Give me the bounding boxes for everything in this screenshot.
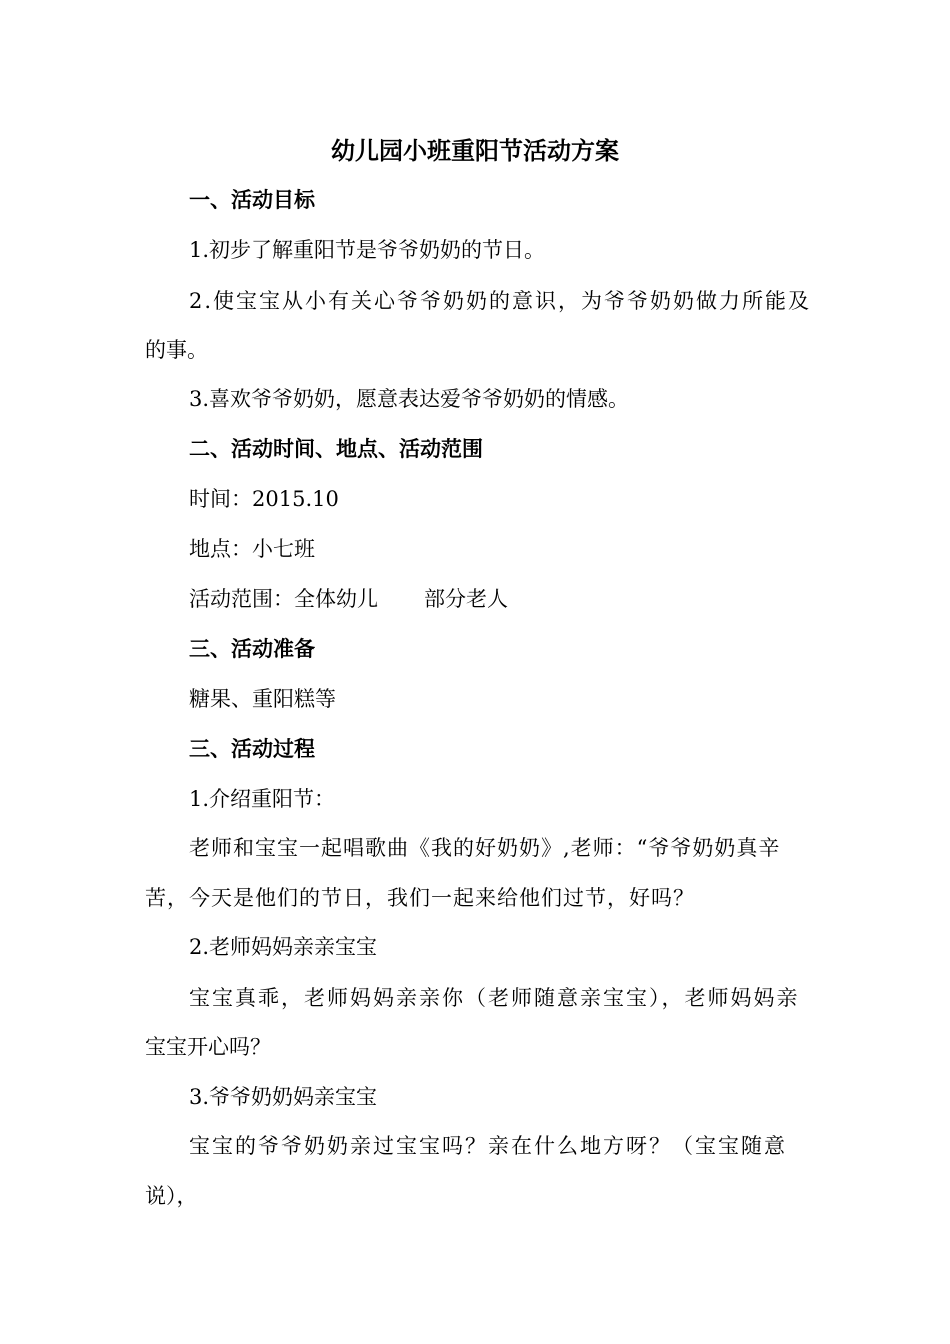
process-step-2-title: 2.老师妈妈亲亲宝宝	[189, 935, 378, 959]
process-step-1-line-1: 老师和宝宝一起唱歌曲《我的好奶奶》,老师：“爷爷奶奶真辛	[189, 836, 781, 860]
document-title: 幼儿园小班重阳节活动方案	[331, 136, 619, 165]
process-step-2-line-2: 宝宝开心吗？	[145, 1035, 271, 1059]
process-step-2-line-1: 宝宝真乖，老师妈妈亲亲你（老师随意亲宝宝），老师妈妈亲	[189, 986, 800, 1010]
goal-item-2-line-2: 的事。	[145, 338, 208, 362]
goal-item-3: 3.喜欢爷爷奶奶，愿意表达爱爷爷奶奶的情感。	[189, 387, 630, 411]
goal-item-1: 1.初步了解重阳节是爷爷奶奶的节日。	[189, 238, 546, 262]
activity-place: 地点：小七班	[189, 537, 315, 561]
process-step-3-line-2: 说），	[145, 1184, 198, 1208]
section-heading-process: 三、活动过程	[189, 736, 315, 761]
process-step-3-title: 3.爷爷奶奶妈亲宝宝	[189, 1085, 378, 1109]
activity-time: 时间：2015.10	[189, 487, 339, 511]
activity-scope-extra: 部分老人	[424, 587, 508, 611]
process-step-3-line-1: 宝宝的爷爷奶奶亲过宝宝吗？亲在什么地方呀？（宝宝随意	[189, 1134, 787, 1158]
process-step-1-title: 1.介绍重阳节：	[189, 787, 336, 811]
preparation-content: 糖果、重阳糕等	[189, 687, 336, 711]
section-heading-preparation: 三、活动准备	[189, 636, 315, 661]
section-heading-time-place: 二、活动时间、地点、活动范围	[189, 436, 483, 461]
section-heading-goals: 一、活动目标	[189, 187, 315, 212]
goal-item-2-line-1: 2.使宝宝从小有关心爷爷奶奶的意识，为爷爷奶奶做力所能及	[189, 289, 812, 313]
activity-scope	[189, 584, 508, 614]
activity-scope-label: 活动范围：全体幼儿	[189, 587, 378, 611]
process-step-1-line-2: 苦，今天是他们的节日，我们一起来给他们过节，好吗？	[145, 886, 695, 910]
